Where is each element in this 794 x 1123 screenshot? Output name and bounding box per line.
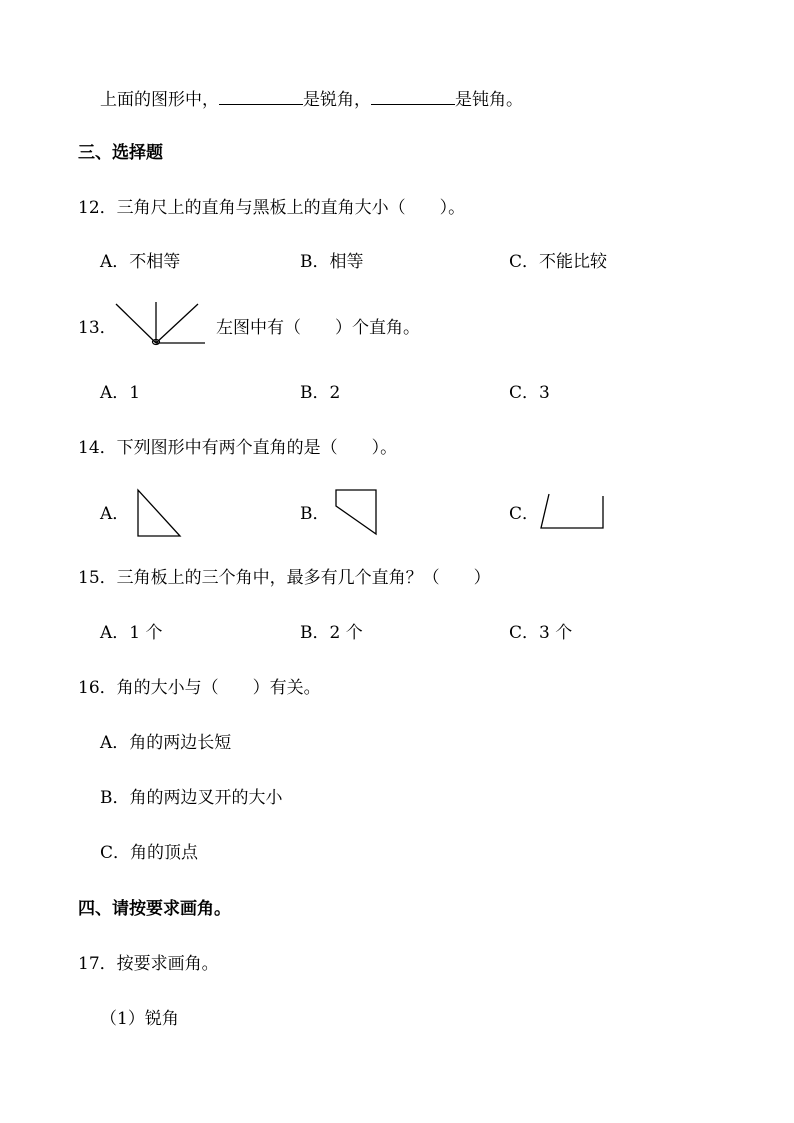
question-15: 15．三角板上的三个角中，最多有几个直角？（ ） [78,568,491,588]
q15-option-b[interactable]: B．2 个 [300,623,363,643]
q16-option-a[interactable]: A．角的两边长短 [100,733,232,753]
q13-option-c[interactable]: C．3 [509,383,550,403]
intro-end: 是钝角。 [455,90,523,110]
question-17: 17．按要求画角。 [78,954,219,974]
q15-option-c[interactable]: C．3 个 [509,623,573,643]
section-title-choice: 三、选择题 [78,143,163,163]
q12-option-a[interactable]: A．不相等 [100,252,181,272]
question-13-number: 13． [78,318,117,338]
q16-option-c[interactable]: C．角的顶点 [100,843,199,863]
section-title-draw: 四、请按要求画角。 [78,899,231,919]
q13-option-a[interactable]: A．1 [100,383,141,403]
intro-before: 上面的图形中， [100,90,219,110]
question-14: 14．下列图形中有两个直角的是（ ）。 [78,438,398,458]
question-13: 左图中有（ ）个直角。 [216,318,420,338]
question-12: 12．三角尺上的直角与黑板上的直角大小（ ）。 [78,198,466,218]
q15-option-a[interactable]: A．1 个 [100,623,163,643]
answer-blank-acute[interactable] [219,86,303,105]
q12-option-c[interactable]: C．不能比较 [509,252,608,272]
q13-option-b[interactable]: B．2 [300,383,341,403]
q14-shape-a-right-triangle [130,484,190,544]
q14-option-b[interactable]: B． [300,504,330,524]
q14-shape-b-pentagon [330,484,390,544]
q14-option-c[interactable]: C． [509,504,540,524]
q17-subitem-1: （1）锐角 [100,1009,179,1029]
q13-angle-figure [110,300,210,352]
q16-option-b[interactable]: B．角的两边叉开的大小 [100,788,283,808]
intro-mid: 是锐角， [303,90,371,110]
q14-option-a[interactable]: A． [100,504,130,524]
q12-option-b[interactable]: B．相等 [300,252,364,272]
intro-line [100,86,523,112]
q14-shape-c-open-figure [535,490,615,540]
answer-blank-obtuse[interactable] [371,86,455,105]
question-16: 16．角的大小与（ ）有关。 [78,678,321,698]
